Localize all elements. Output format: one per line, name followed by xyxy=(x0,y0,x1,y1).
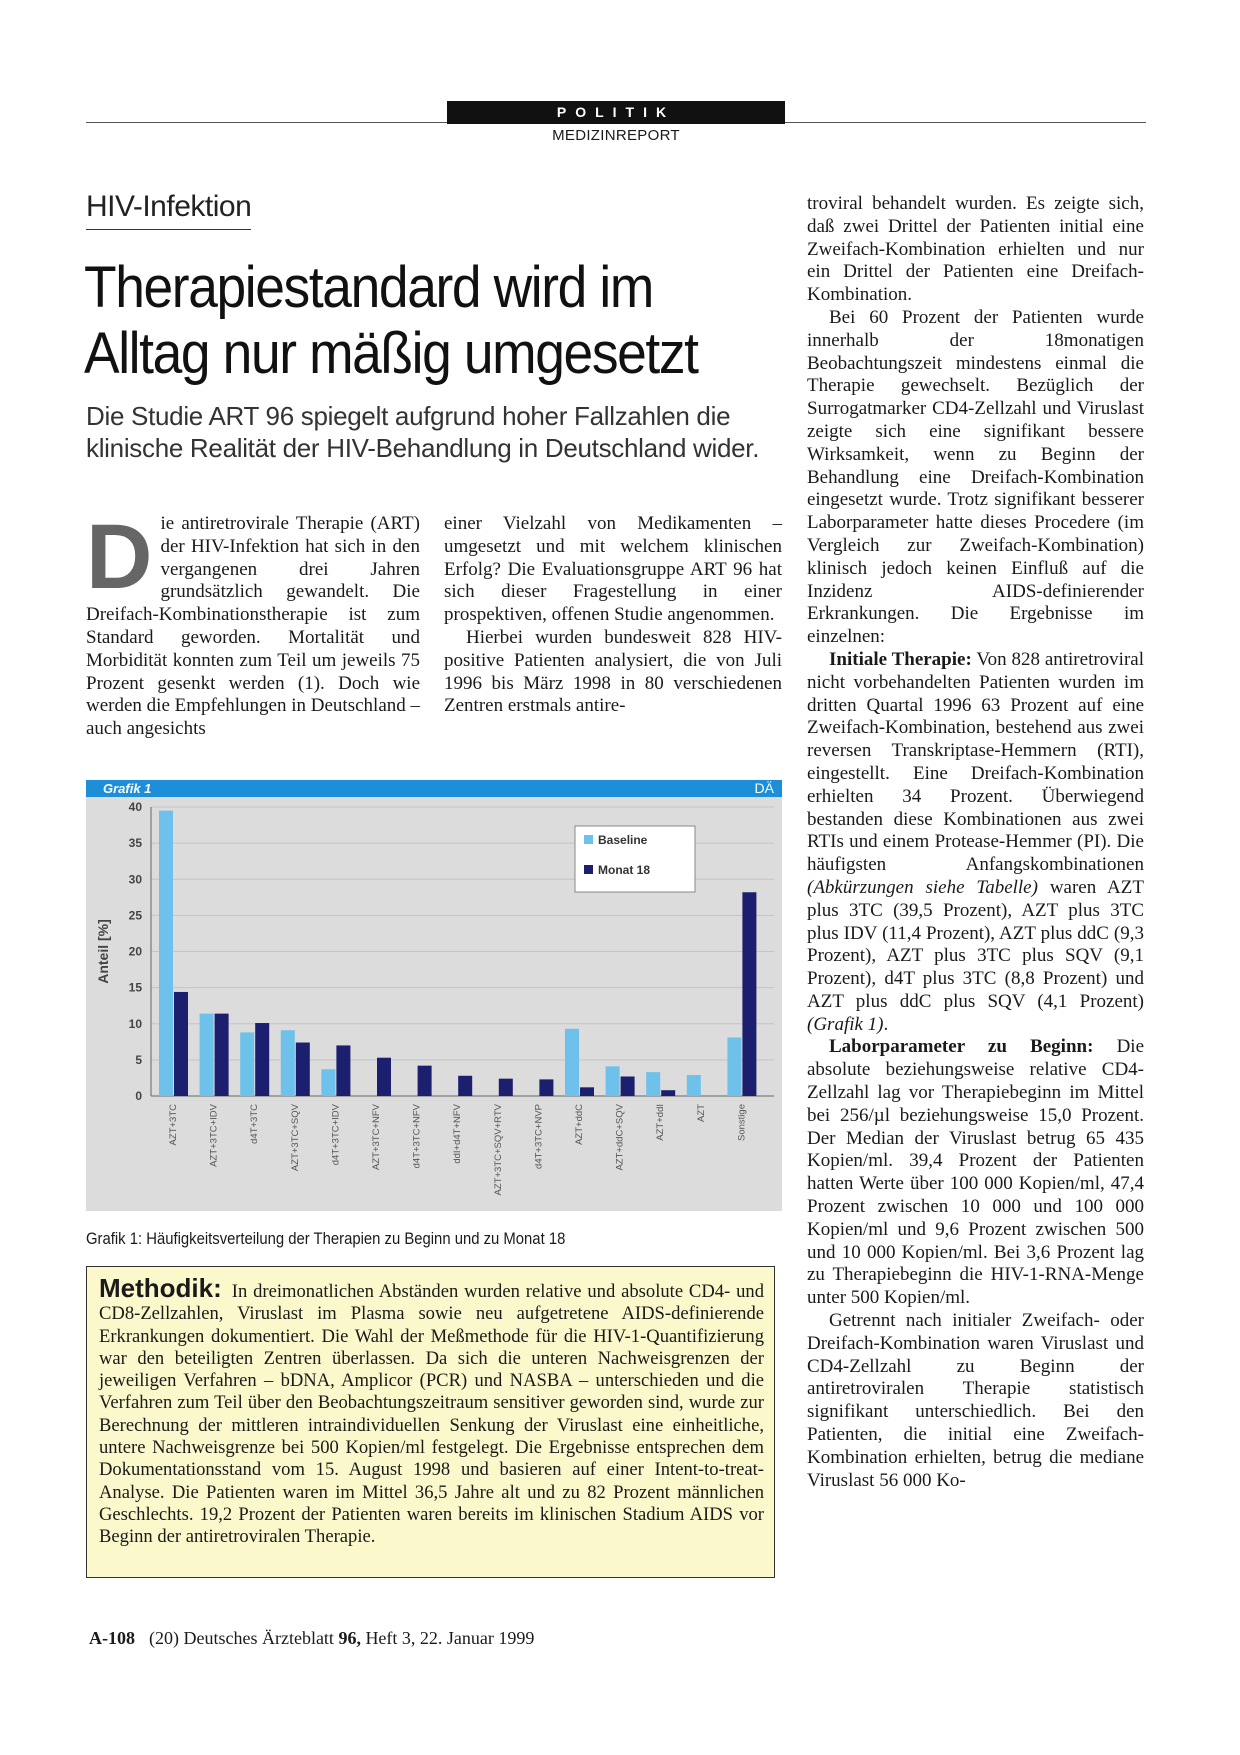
article-subhead: Die Studie ART 96 spiegelt aufgrund hoher Fallzahlen die klinische Realität der HIV-Behandlung in Deutschland wider. xyxy=(86,401,760,463)
paragraph: einer Vielzahl von Medikamenten – umgesetzt und mit welchem klinischen Erfolg? Die Evaluationsgruppe ART 96 hat sich dieser Fragestellung in einer prospektiven, offenen Studie angenommen. xyxy=(444,513,782,626)
x-tick-label: AZT+3TC xyxy=(168,1104,179,1146)
paragraph-text: Die absolute beziehungsweise relative CD4-Zellzahl lag vor Therapiebeginn im Mittel bei 256/µl beziehungsweise 15,0 Prozent. Der Median der Viruslast betrug 65 435 Kopien/ml. 39,4 Prozent der Patienten hatten Werte über 100 000 Kopien/ml, 47,4 Prozent zwischen 10 000 und 100 000 Kopien/ml und 9,6 Prozent zwischen 500 und 10 000 Kopien/ml. Bei 3,6 Prozent lag zu Therapiebeginn die HIV-1-RNA-Menge unter 500 Kopien/ml. xyxy=(807,1036,1144,1309)
x-tick-label: AZT+ddC xyxy=(574,1104,585,1145)
y-tick-label: 20 xyxy=(128,944,142,959)
y-tick-label: 30 xyxy=(128,872,142,887)
bar xyxy=(255,1023,269,1096)
italic-note: (Abkürzungen siehe Tabelle) xyxy=(807,876,1038,898)
y-tick-label: 40 xyxy=(128,800,142,814)
bar xyxy=(174,992,188,1096)
x-tick-label: AZT+3TC+SQV xyxy=(289,1104,301,1172)
run-in-heading: Initiale Therapie: xyxy=(829,648,972,670)
figure-grafik-1 xyxy=(86,780,782,1211)
bar xyxy=(458,1076,472,1096)
text-column-2 xyxy=(444,513,782,718)
bar xyxy=(727,1037,741,1096)
x-tick-label: AZT+3TC+IDV xyxy=(208,1104,220,1167)
paragraph-text: . xyxy=(883,1013,889,1035)
y-tick-label: 35 xyxy=(128,836,142,851)
bar xyxy=(621,1076,635,1096)
bar xyxy=(661,1090,675,1096)
bar xyxy=(606,1066,620,1096)
x-tick-label: AZT+3TC+SQV+RTV xyxy=(492,1104,504,1196)
x-tick-label: AZT+ddI xyxy=(655,1104,667,1141)
citation: (20) Deutsches Ärzteblatt xyxy=(149,1628,339,1648)
x-tick-label: d4T+3TC xyxy=(249,1104,261,1144)
figure-caption: Grafik 1: Häufigkeitsverteilung der Therapien zu Beginn und zu Monat 18 xyxy=(86,1230,566,1248)
page-footer xyxy=(89,1628,534,1649)
methodik-text: In dreimonatlichen Abständen wurden relative und absolute CD4- und CD8-Zellzahlen, Viruslast im Plasma sowie neu aufgetretene AIDS-definierende Erkrankungen dokumentiert. Die Wahl der Meßmethode für die HIV-1-Quantifizierung war den beteiligten Zentren überlassen. Da sich die unteren Nachweisgrenzen der jeweiligen Verfahren – bDNA, Amplicor (PCR) und NASBA – unterschieden und die Verfahren zum Teil über den Beobachtungszeitraum sensitiver geworden sind, wurde zur Berechnung der mittleren intraindividuellen Senkung der Viruslast eine einheitliche, untere Nachweisgrenze bei 500 Kopien/ml festgelegt. Die Ergebnisse entsprechen dem Dokumentationsstand vom 15. August 1998 und basieren auf einer Intent-to-treat-Analyse. Die Patienten waren im Mittel 36,5 Jahre alt und zu 82 Prozent männlichen Geschlechts. 19,2 Prozent der Patienten waren bereits im klinischen Stadium AIDS vor Beginn der antiretroviralen Therapie. xyxy=(99,1281,764,1548)
bar xyxy=(687,1075,701,1096)
title-line-1: Therapiestandard wird im xyxy=(84,255,653,320)
figure-title-bar xyxy=(86,780,782,797)
bar xyxy=(539,1079,553,1096)
paragraph: Getrennt nach initialer Zweifach- oder Dreifach-Kombination waren Viruslast und CD4-Zellzahl zu Beginn der antiretroviralen Therapie statistisch signifikant unterschiedlich. Bei den Patienten, die initial eine Zweifach-Kombination erhielten, betrug die mediane Viruslast 56 000 Ko- xyxy=(807,1310,1144,1491)
legend-label: Baseline xyxy=(598,833,648,847)
paragraph-text: Von 828 antiretroviral nicht vorbehandelten Patienten wurden im dritten Quartal 1996 63 Prozent auf eine Zweifach-Kombination, bestehend aus zwei reversen Transkriptase-Hemmern (RTI), eingestellt. Eine Dreifach-Kombination erhielten 34 Prozent. Überwiegend bestanden diese Kombinationen aus zwei RTIs und einem Protease-Hemmer (PI). Die häufigsten Anfangskombinationen xyxy=(807,648,1144,876)
paragraph-text: waren AZT plus 3TC (39,5 Prozent), AZT plus 3TC plus IDV (11,4 Prozent), AZT plus ddC (9,3 Prozent), AZT plus 3TC plus SQV (9,1 Prozent), d4T plus 3TC (8,8 Prozent) und AZT plus ddC plus SQV (4,1 Prozent) xyxy=(807,876,1144,1012)
bar xyxy=(159,811,173,1096)
section-label: POLITIK xyxy=(447,101,785,124)
y-tick-label: 10 xyxy=(128,1016,142,1031)
run-in-heading: Laborparameter zu Beginn: xyxy=(829,1036,1094,1058)
bar xyxy=(580,1087,594,1096)
x-tick-label: d4T+3TC+IDV xyxy=(330,1104,342,1166)
bar xyxy=(321,1069,335,1096)
bar xyxy=(499,1079,513,1096)
x-tick-label: AZT+3TC+NFV xyxy=(371,1104,382,1170)
y-tick-label: 0 xyxy=(135,1089,142,1103)
y-tick-label: 5 xyxy=(135,1052,142,1067)
x-tick-label: AZT+ddC+SQV xyxy=(614,1104,626,1171)
x-tick-label: ddI+d4T+NFV xyxy=(452,1104,464,1164)
paragraph: troviral behandelt wurden. Es zeigte sich, daß zwei Drittel der Patienten initial eine Zweifach-Kombination erhielten und nur ein Drittel der Patienten eine Dreifach-Kombination. xyxy=(807,193,1144,306)
paragraph: Bei 60 Prozent der Patienten wurde innerhalb der 18monatigen Beobachtungszeit mindestens einmal die Therapie gewechselt. Bezüglich der Surrogatmarker CD4-Zellzahl und Viruslast zeigte sich eine signifikant bessere Wirksamkeit, wenn zu Beginn der Behandlung eine Dreifach-Kombination eingesetzt wurde. Trotz signifikant besserer Laborparameter hatte dieses Procedere (im Vergleich zur Zweifach-Kombination) klinisch jedoch keinen Einfluß auf die Inzidenz AIDS-definierender Erkrankungen. Die Ergebnisse im einzelnen: xyxy=(807,306,1144,648)
bar xyxy=(215,1014,229,1096)
x-tick-label: Sonstige xyxy=(736,1104,748,1141)
text-column-1 xyxy=(86,506,420,741)
figure-label: Grafik 1 xyxy=(103,781,152,796)
methodik-heading: Methodik: xyxy=(99,1273,222,1303)
x-tick-label: d4T+3TC+NVP xyxy=(533,1104,545,1169)
bar xyxy=(240,1032,254,1096)
y-tick-label: 25 xyxy=(128,908,142,923)
title-line-2: Alltag nur mäßig umgesetzt xyxy=(84,321,698,386)
methodik-box xyxy=(86,1266,775,1578)
paragraph: Hierbei wurden bundesweit 828 HIV-positive Patienten analysiert, die von Juli 1996 bis März 1998 in 80 verschiedenen Zentren erstmals antire- xyxy=(444,626,782,717)
figure-reference: (Grafik 1) xyxy=(807,1013,884,1035)
paragraph xyxy=(807,649,1144,1037)
page-number: A-108 xyxy=(89,1628,135,1648)
x-tick-label: AZT xyxy=(695,1104,707,1122)
bar xyxy=(742,892,756,1096)
bar xyxy=(646,1072,660,1096)
y-tick-label: 15 xyxy=(128,980,142,995)
bar xyxy=(281,1030,295,1096)
legend-swatch xyxy=(584,865,593,874)
bar xyxy=(565,1029,579,1096)
y-axis-label: Anteil [%] xyxy=(95,919,111,984)
subsection-label: MEDIZINREPORT xyxy=(552,127,680,144)
bar-chart xyxy=(86,797,782,1211)
legend-swatch xyxy=(584,835,593,844)
citation-issue: Heft 3, 22. Januar 1999 xyxy=(360,1628,535,1648)
text-column-3 xyxy=(807,193,1144,1492)
bar xyxy=(418,1066,432,1096)
bar xyxy=(200,1014,214,1096)
paragraph xyxy=(807,1036,1144,1310)
x-tick-label: d4T+3TC+NFV xyxy=(411,1104,423,1169)
drop-cap: D xyxy=(86,506,153,608)
article-kicker: HIV-Infektion xyxy=(86,190,251,230)
legend-label: Monat 18 xyxy=(598,863,651,877)
bar xyxy=(377,1058,391,1096)
bar xyxy=(296,1043,310,1096)
figure-source: DÄ xyxy=(754,780,774,796)
bar xyxy=(336,1045,350,1096)
paragraph: ie antiretrovirale Therapie (ART) der HIV-Infektion hat sich in den vergangenen drei Jahren grundsätzlich gewandelt. Die Dreifach-Kombinationstherapie ist zum Standard geworden. Mortalität und Morbidität konnten zum Teil um jeweils 75 Prozent gesenkt werden (1). Doch wie werden die Empfehlungen in Deutschland – auch angesichts xyxy=(86,513,420,740)
volume: 96, xyxy=(338,1628,361,1648)
article-title xyxy=(84,255,746,387)
